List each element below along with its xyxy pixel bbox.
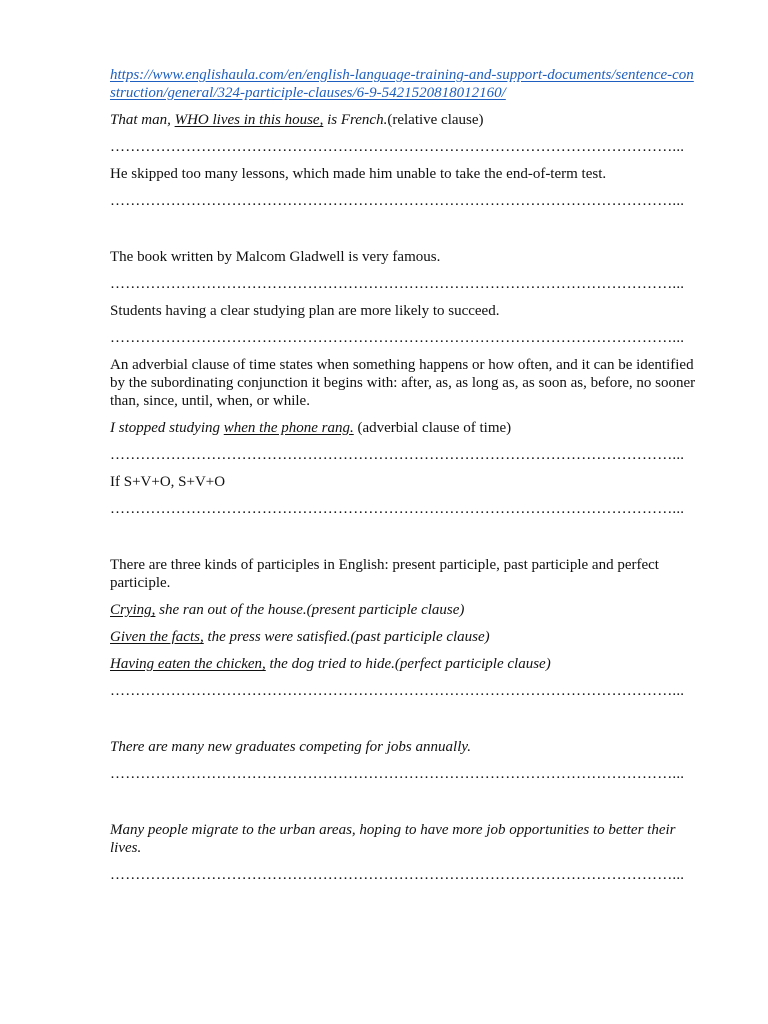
sentence-students-plan: Students having a clear studying plan are more likely to succeed. <box>110 303 500 319</box>
past-participle-example <box>110 628 696 646</box>
present-participle-example <box>110 601 696 619</box>
answer-line-9: …………………………………………………………………………………………………... <box>110 867 685 883</box>
answer-line-6: …………………………………………………………………………………………………... <box>110 501 685 517</box>
answer-line-8: …………………………………………………………………………………………………... <box>110 766 685 782</box>
participle-example-2-rest: the press were satisfied.(past participle clause) <box>203 629 490 645</box>
document-page <box>110 66 696 884</box>
answer-line-5: …………………………………………………………………………………………………... <box>110 447 685 463</box>
perfect-participle-example <box>110 655 696 673</box>
answer-line-3: …………………………………………………………………………………………………... <box>110 276 685 292</box>
answer-line-7: …………………………………………………………………………………………………... <box>110 683 685 699</box>
conditional-formula: If S+V+O, S+V+O <box>110 474 226 490</box>
relative-clause-example <box>110 111 696 129</box>
answer-line-2: …………………………………………………………………………………………………... <box>110 193 685 209</box>
example-time-pre: I stopped studying <box>110 420 224 436</box>
example-time-underlined: when the phone rang. <box>223 420 354 436</box>
participle-example-3-underlined: Having eaten the chicken, <box>110 656 266 672</box>
source-link-paragraph <box>110 66 696 102</box>
sentence-graduates: There are many new graduates competing for jobs annually. <box>110 739 471 755</box>
participles-explanation: There are three kinds of participles in English: present participle, past participle and perfect participle. <box>110 557 659 591</box>
example1-note: (relative clause) <box>387 112 484 128</box>
adverbial-clause-explanation: An adverbial clause of time states when something happens or how often, and it can be identified by the subordinating conjunction it begins with: after, as, as long as, as soon as, before, no sooner than, since, until, when, or while. <box>110 357 696 409</box>
participle-example-2-underlined: Given the facts, <box>110 629 204 645</box>
sentence-migrate: Many people migrate to the urban areas, hoping to have more job opportunities to better their lives. <box>110 822 676 856</box>
example1-post: is French. <box>323 112 388 128</box>
answer-line-1: …………………………………………………………………………………………………... <box>110 139 685 155</box>
example-time-note: (adverbial clause of time) <box>353 420 512 436</box>
example1-underlined: WHO lives in this house, <box>174 112 324 128</box>
sentence-skipped-lessons: He skipped too many lessons, which made him unable to take the end-of-term test. <box>110 166 607 182</box>
example1-pre: That man, <box>110 112 175 128</box>
source-link[interactable]: https://www.englishaula.com/en/english-language-training-and-support-documents/sentence-construction/general/324-participle-clauses/6-9-5421520818012160/ <box>110 67 694 101</box>
participle-example-1-underlined: Crying, <box>110 602 156 618</box>
participle-example-3-rest: the dog tried to hide.(perfect participle clause) <box>265 656 551 672</box>
sentence-book-written: The book written by Malcom Gladwell is very famous. <box>110 249 441 265</box>
answer-line-4: …………………………………………………………………………………………………... <box>110 330 685 346</box>
participle-example-1-rest: she ran out of the house.(present participle clause) <box>155 602 465 618</box>
adverbial-time-example <box>110 419 696 437</box>
